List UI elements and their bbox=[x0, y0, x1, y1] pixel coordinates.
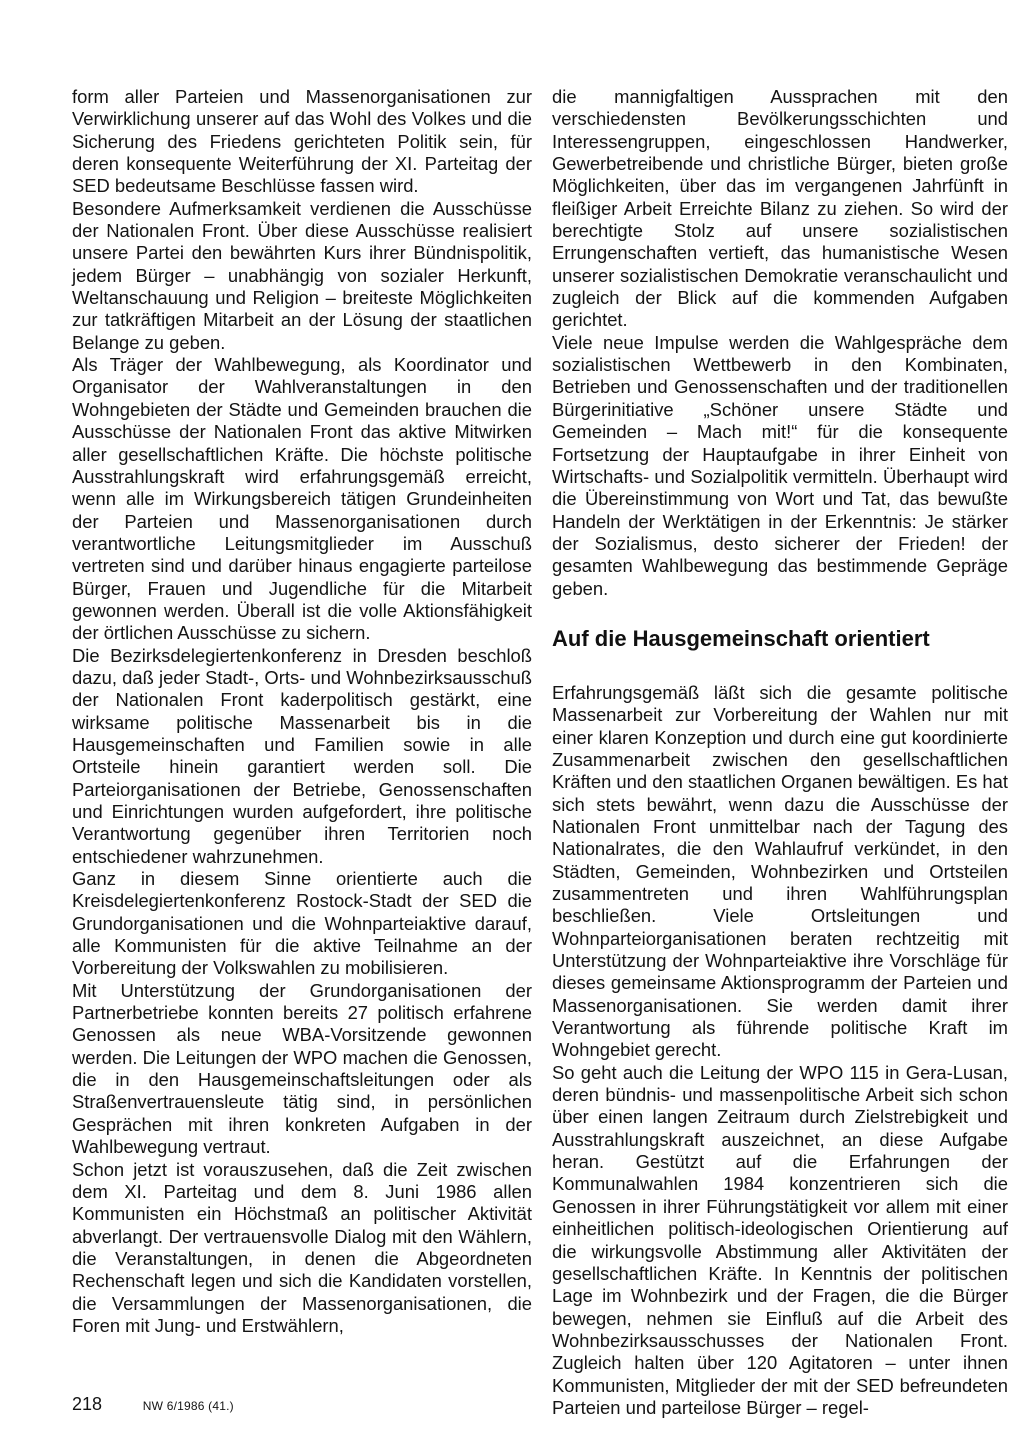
paragraph: Besondere Aufmerksamkeit verdienen die Ausschüsse der Nationalen Front. Über diese Ausschüsse realisiert unsere Partei den bewährten Kurs ihrer Bündnispolitik, jedem Bürger – unabhängig von sozialer Herkunft, Weltanschauung und Religion – breiteste Möglichkeiten zur tatkräftigen Mitarbeit an der Lösung der staatlichen Belange zu geben. bbox=[72, 197, 532, 353]
left-text-column bbox=[72, 86, 532, 1337]
paragraph: die mannigfaltigen Aussprachen mit den verschiedensten Bevölkerungsschichten und Interessengruppen, eingeschlossen Handwerker, Gewerbetreibende und christliche Bürger, bieten große Möglichkeiten, über das im vergangenen Jahrfünft in fleißiger Arbeit Erreichte Bilanz zu ziehen. So wird der berechtigte Stolz auf unsere sozialistischen Errungenschaften vertieft, das humanistische Wesen unserer sozialistischen Demokratie veranschaulicht und zugleich der Blick auf die kommenden Aufgaben gerichtet. bbox=[552, 86, 1008, 331]
paragraph: Die Bezirksdelegiertenkonferenz in Dresden beschloß dazu, daß jeder Stadt-, Orts- und Wohnbezirksausschuß der Nationalen Front kaderpolitisch gestärkt, eine wirksame politische Massenarbeit bis in die Hausgemeinschaften und Familien sowie in alle Ortsteile hinein garantiert werden soll. Die Parteiorganisationen der Betriebe, Genossenschaften und Einrichtungen wurden aufgefordert, ihre politische Verantwortung gegenüber ihren Territorien noch entschiedener wahrzunehmen. bbox=[72, 644, 532, 867]
section-heading: Auf die Hausgemeinschaft orientiert bbox=[552, 625, 930, 651]
page-number: 218 bbox=[72, 1394, 103, 1414]
paragraph: form aller Parteien und Massenorganisationen zur Verwirklichung unserer auf das Wohl des Volkes und die Sicherung des Friedens gerichteten Politik sein, für deren konsequente Weiterführung der XI. Parteitag der SED bedeutsame Beschlüsse fassen wird. bbox=[72, 86, 532, 197]
source-reference: NW 6/1986 (41.) bbox=[142, 1399, 234, 1413]
paragraph: Viele neue Impulse werden die Wahlgespräche dem sozialistischen Wettbewerb in den Kombinaten, Betrieben und Genossenschaften und der traditionellen Bürgerinitiative „Schöner unsere Städte und Gemeinden – Mach mit!“ für die konsequente Fortsetzung der Hauptaufgabe in ihrer Einheit von Wirtschafts- und Sozialpolitik vermitteln. Überhaupt wird die Übereinstimmung von Wort und Tat, das bewußte Handeln der Werktätigen in der Erkenntnis: Je stärker der Sozialismus, desto sicherer der Frieden! der gesamten Wahlbewegung das bestimmende Gepräge geben. bbox=[552, 331, 1008, 599]
right-text-column bbox=[552, 86, 1008, 1419]
paragraph: Schon jetzt ist vorauszusehen, daß die Zeit zwischen dem XI. Parteitag und dem 8. Juni 1986 allen Kommunisten ein Höchstmaß an politischer Aktivität abverlangt. Der vertrauensvolle Dialog mit den Wählern, die Veranstaltungen, in denen die Abgeordneten Rechenschaft legen und sich die Kandidaten vorstellen, die Versammlungen der Massenorganisationen, die Foren mit Jung- und Erstwählern, bbox=[72, 1158, 532, 1336]
paragraph: Erfahrungsgemäß läßt sich die gesamte politische Massenarbeit zur Vorbereitung der Wahlen nur mit einer klaren Konzeption und durch eine gut koordinierte Zusammenarbeit zwischen den gesellschaftlichen Kräften und den staatlichen Organen bewältigen. Es hat sich stets bewährt, wenn dazu die Ausschüsse der Nationalen Front unmittelbar nach der Tagung des Nationalrates, die den Wahlaufruf verkündet, in den Städten, Gemeinden, Wohnbezirken und Ortsteilen zusammentreten und ihren Wahlführungsplan beschließen. Viele Ortsleitungen und Wohnparteiorganisationen beraten rechtzeitig mit Unterstützung der Wohnparteiaktive ihre Vorschläge für dieses gemeinsame Aktionsprogramm der Parteien und Massenorganisationen. Sie werden damit ihrer Verantwortung als führende politische Kraft im Wohngebiet gerecht. bbox=[552, 681, 1008, 1061]
paragraph: Als Träger der Wahlbewegung, als Koordinator und Organisator der Wahlveranstaltungen in den Wohngebieten der Städte und Gemeinden brauchen die Ausschüsse der Nationalen Front das aktive Mitwirken aller gesellschaftlichen Kräfte. Die höchste politische Ausstrahlungskraft wird erfahrungsgemäß erreicht, wenn alle im Wirkungsbereich tätigen Grundeinheiten der Parteien und Massenorganisationen durch verantwortliche Leitungsmitglieder im Ausschuß vertreten sind und darüber hinaus engagierte parteilose Bürger, Frauen und Jugendliche für die Mitarbeit gewonnen werden. Überall ist die volle Aktionsfähigkeit der örtlichen Ausschüsse zu sichern. bbox=[72, 354, 532, 644]
paragraph: Ganz in diesem Sinne orientierte auch die Kreisdelegiertenkonferenz Rostock-Stadt der SED die Grundorganisationen und die Wohnparteiaktive darauf, alle Kommunisten für die aktive Teilnahme an der Vorbereitung der Volkswahlen zu mobilisieren. bbox=[72, 868, 532, 979]
page-footer bbox=[72, 1394, 234, 1415]
paragraph: So geht auch die Leitung der WPO 115 in Gera-Lusan, deren bündnis- und massenpolitische Arbeit sich schon über einen langen Zeitraum durch Zielstrebigkeit und Ausstrahlungskraft auszeichnet, an diese Aufgabe heran. Gestützt auf die Erfahrungen der Kommunalwahlen 1984 konzentrieren sich die Genossen in ihrer Führungstätigkeit vor allem mit einer einheitlichen politisch-ideologischen Orientierung auf die wirkungsvolle Abstimmung aller Aktivitäten der gesellschaftlichen Kräfte. In Kenntnis der politischen Lage im Wohnbezirk und der Fragen, die die Bürger bewegen, nehmen sie Einfluß auf die Arbeit des Wohnbezirksausschusses der Nationalen Front. Zugleich halten über 120 Agitatoren – unter ihnen Kommunisten, Mitglieder der mit der SED befreundeten Parteien und parteilose Bürger – regel- bbox=[552, 1061, 1008, 1418]
paragraph: Mit Unterstützung der Grundorganisationen der Partnerbetriebe konnten bereits 27 politisch erfahrene Genossen als neue WBA-Vorsitzende gewonnen werden. Die Leitungen der WPO machen die Genossen, die in den Hausgemeinschaftsleitungen oder als Straßenvertrauensleute tätig sind, in persönlichen Gesprächen mit ihren konkreten Aufgaben in der Wahlbewegung vertraut. bbox=[72, 979, 532, 1158]
